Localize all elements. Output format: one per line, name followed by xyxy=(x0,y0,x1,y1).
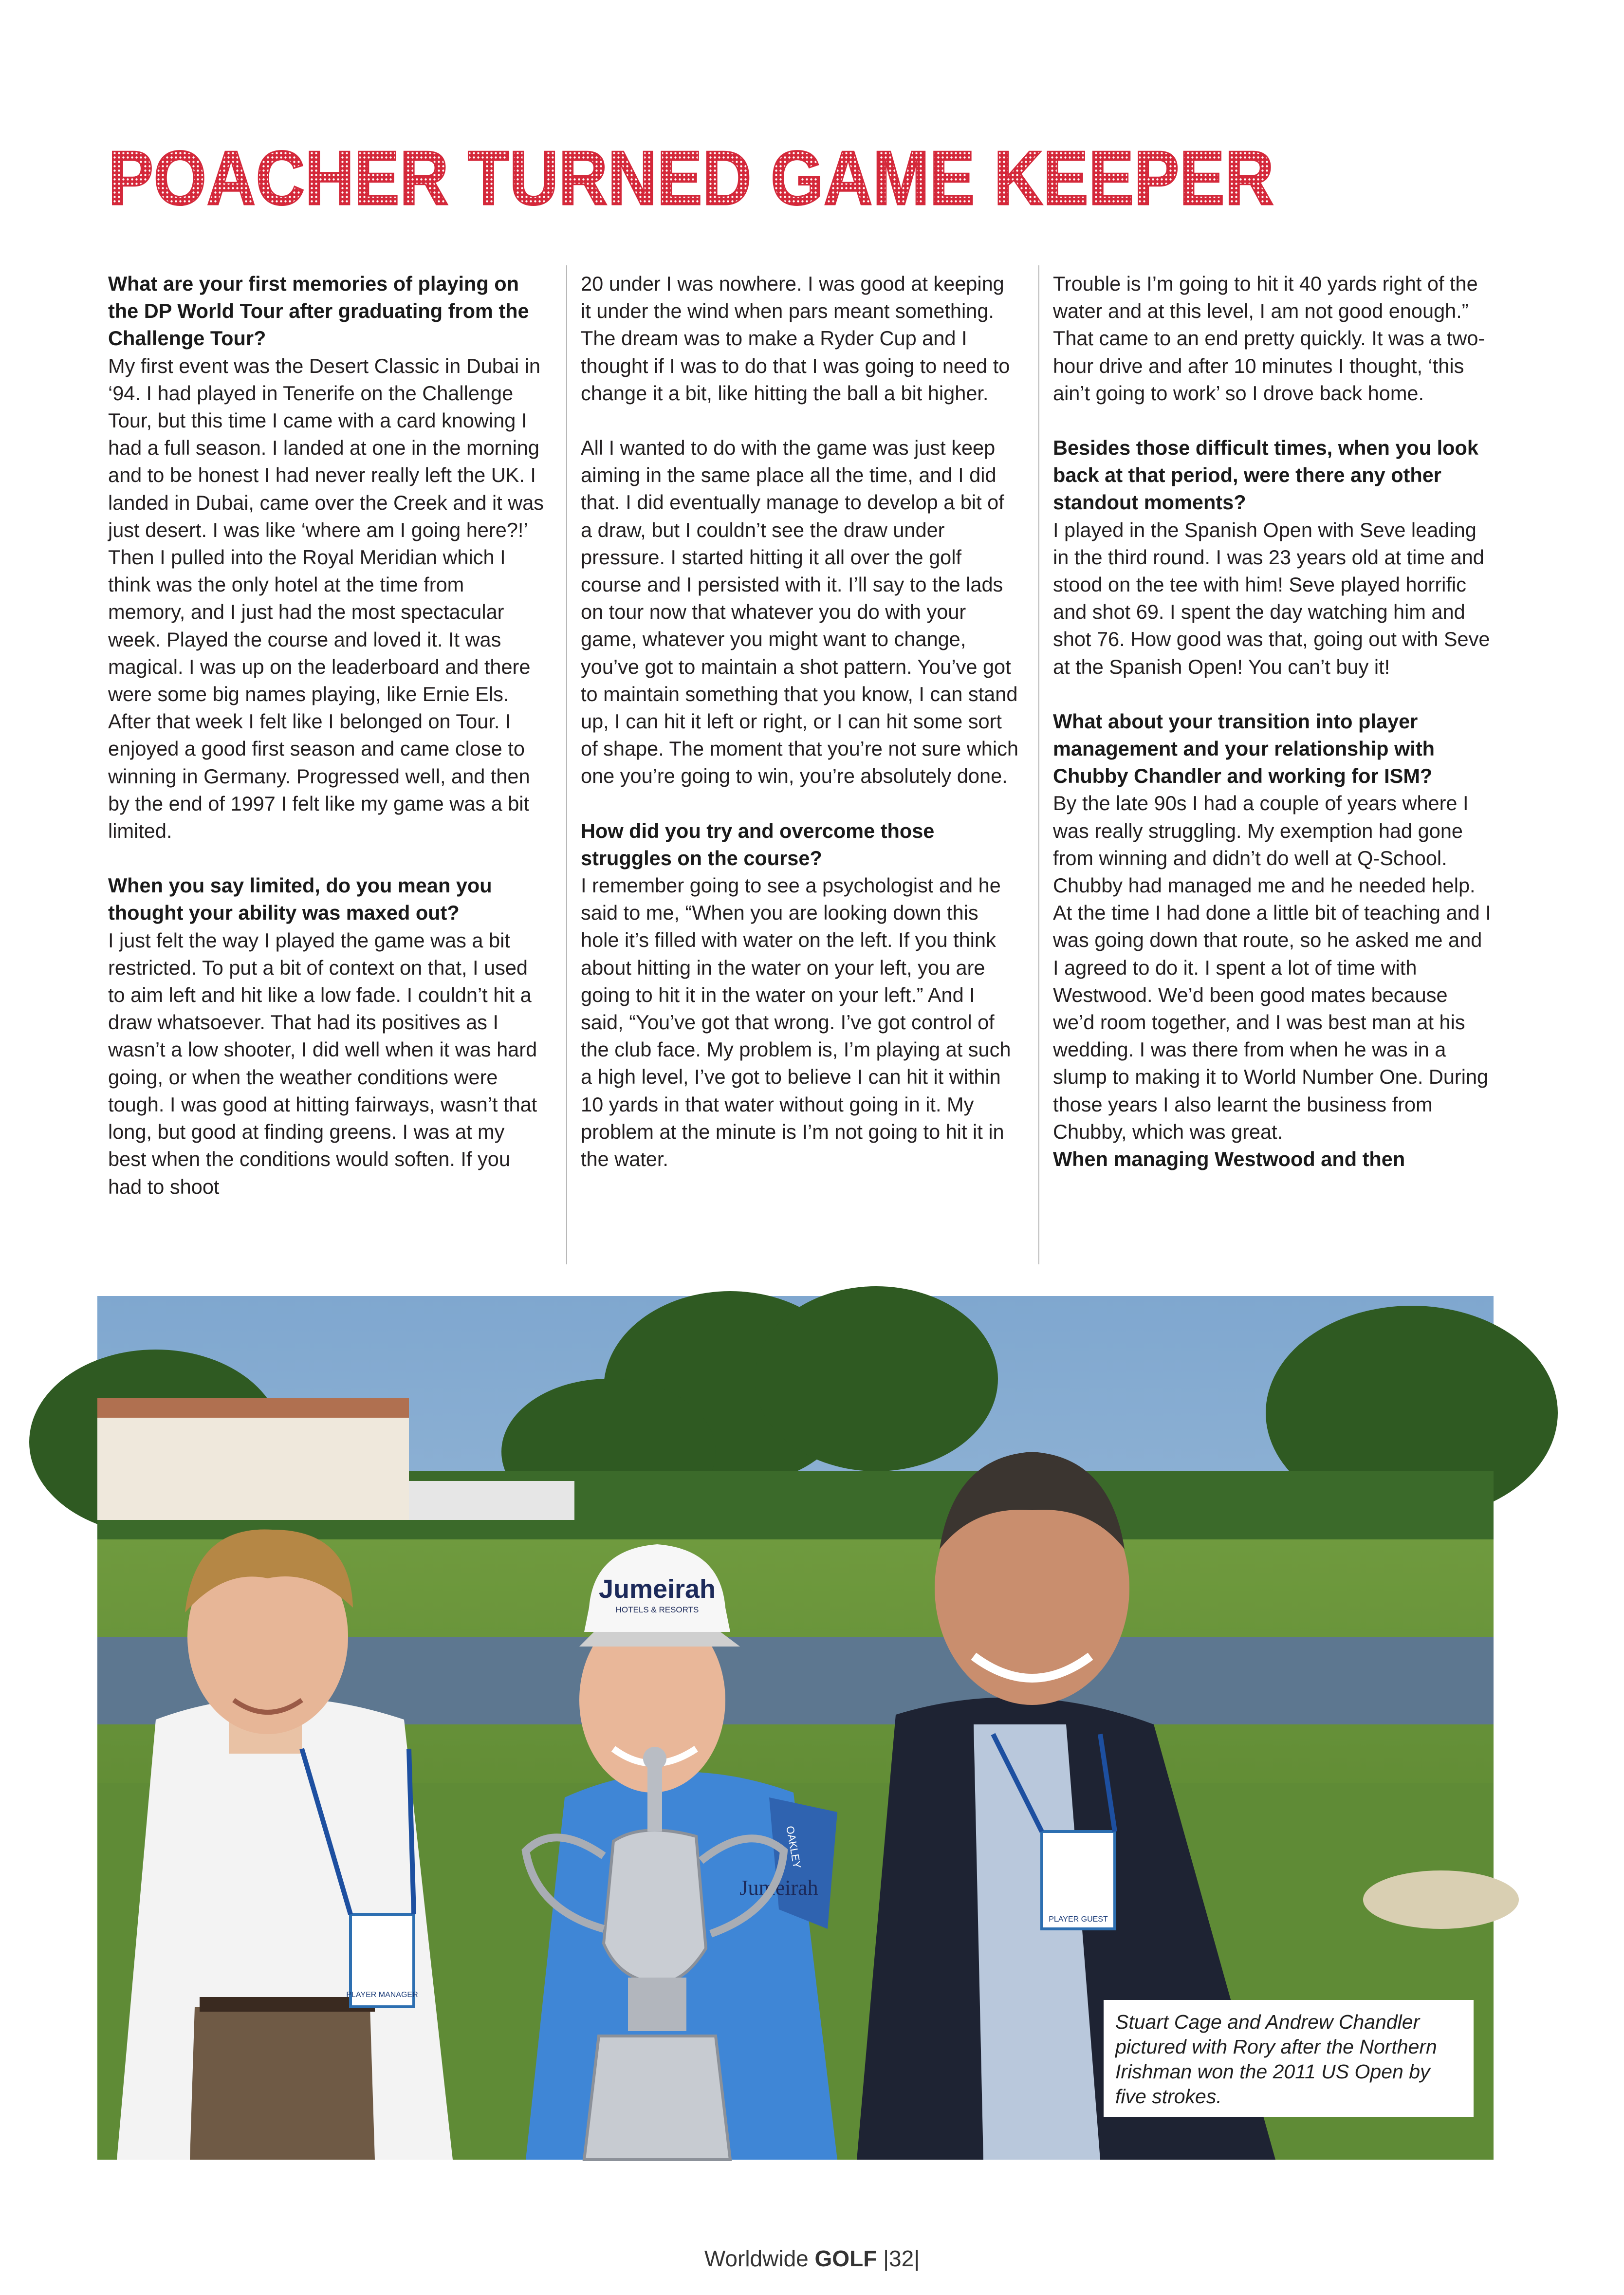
interview-question: When managing Westwood and then xyxy=(1053,1148,1405,1171)
cap-sub: HOTELS & RESORTS xyxy=(615,1605,699,1614)
interview-answer: Trouble is I’m going to hit it 40 yards right of the water and at this level, I am not good enough.” That came to an end pretty quickly. It was a two-hour drive and after 10 minutes I thought, ‘this ain’t going to work’ so I drove back home. xyxy=(1053,272,1485,405)
shirt-logo: Jumeirah xyxy=(739,1876,818,1900)
interview-answer: My first event was the Desert Classic in Dubai in ‘94. I had played in Tenerife on the Challenge Tour, but this time I came with a card knowing I had a full season. I landed at one in the morning and to be honest I had never really left the UK. I landed in Dubai, came over the Creek and it was just desert. I was like ‘where am I going here?!’ Then I pulled into the Royal Meridian which I think was the only hotel at the time from memory, and I just had the most spectacular week. Played the course and loved it. It was magical. I was up on the leaderboard and there were some big names playing, like Ernie Els. After that week I felt like I belonged on Tour. I enjoyed a good first season and came close to winning in Germany. Progressed well, and then by the end of 1997 I felt like my game was a bit limited. xyxy=(108,354,544,843)
column-divider xyxy=(566,265,567,1264)
page-number: 32 xyxy=(889,2246,914,2271)
photo-caption: Stuart Cage and Andrew Chandler pictured with Rory after the Northern Irishman won the 2011 US Open by five strokes. xyxy=(1104,2000,1474,2117)
footer-separator: | xyxy=(883,2246,889,2271)
sleeve-logo: OAKLEY xyxy=(784,1825,803,1869)
headline-text: POACHER TURNED GAME KEEPER xyxy=(108,135,1274,221)
interview-answer: I just felt the way I played the game was a bit restricted. To put a bit of context on that, I used to aim left and hit like a low fade. I couldn’t hit a draw whatsoever. That had its positives as I wasn’t a low shooter, I did well when it was hard going, or when the weather conditions were tough. I was good at hitting fairways, wasn’t that long, but good at finding greens. I was at my best when the conditions would soften. If you had to shoot xyxy=(108,928,537,1198)
article-column-2 xyxy=(581,270,1019,1269)
article-column-1 xyxy=(108,270,546,1269)
column-divider xyxy=(1038,265,1039,1264)
article-column-3 xyxy=(1053,270,1491,1269)
interview-answer: All I wanted to do with the game was just keep aiming in the same place all the time, and I did that. I did eventually manage to develop a bit of a draw, but I couldn’t see the draw under pressure. I started hitting it all over the golf course and I persisted with it. I’ll say to the lads on tour now that whatever you do with your game, whatever you might want to change, you’ve got to maintain a shot pattern. You’ve got to maintain something that you know, I can stand up, I can hit it left or right, or I can hit some sort of shape. The moment that you’re not sure which one you’re going to win, you’re absolutely done. xyxy=(581,436,1018,788)
page-footer xyxy=(0,2245,1624,2272)
footer-brand-light: Worldwide xyxy=(704,2246,809,2271)
badge-left-label: PLAYER MANAGER xyxy=(346,1991,418,1999)
interview-answer: 20 under I was nowhere. I was good at keeping it under the wind when pars meant something. The dream was to make a Ryder Cup and I thought if I was to do that I was going to need to change it a bit, like hitting the ball a bit higher. xyxy=(581,272,1010,405)
interview-question: When you say limited, do you mean you thought your ability was maxed out? xyxy=(108,874,492,925)
footer-separator: | xyxy=(914,2246,920,2271)
interview-question: What about your transition into player management and your relationship with Chubby Chandler and working for ISM? xyxy=(1053,709,1435,788)
interview-answer: I played in the Spanish Open with Seve leading in the third round. I was 23 years old at time and stood on the tee with him! Seve played horrific and shot 69. I spent the day watching him and shot 76. How good was that, going out with Seve at the Spanish Open! You can’t buy it! xyxy=(1053,518,1490,678)
footer-brand-bold: GOLF xyxy=(814,2246,877,2271)
interview-question: Besides those difficult times, when you look back at that period, were there any other standout moments? xyxy=(1053,436,1478,514)
cap-logo: Jumeirah xyxy=(598,1574,716,1604)
headline xyxy=(108,135,1276,221)
interview-question: How did you try and overcome those struggles on the course? xyxy=(581,819,935,870)
interview-answer: By the late 90s I had a couple of years where I was really struggling. My exemption had gone from winning and didn’t do well at Q-School. Chubby had managed me and he needed help. At the time I had done a little bit of teaching and I was going down that route, so he asked me and I agreed to do it. I spent a lot of time with Westwood. We’d been good mates because we’d room together, and I was best man at his wedding. I was there from when he was in a slump to making it to World Number One. During those years I also learnt the business from Chubby, which was great. xyxy=(1053,792,1491,1143)
interview-question: What are your first memories of playing on the DP World Tour after graduating from the Challenge Tour? xyxy=(108,272,529,350)
badge-right-label: PLAYER GUEST xyxy=(1049,1915,1108,1924)
interview-answer: I remember going to see a psychologist and he said to me, “When you are looking down this hole it’s filled with water on the left. If you think about hitting in the water on your left, you are going to hit it in the water on your left.” And I said, “You’ve got that wrong. I’ve got control of the club face. My problem is, I’m playing at such a high level, I’ve got to believe I can hit it within 10 yards in that water without going in it. My problem at the minute is I’m not going to hit it in the water. xyxy=(581,874,1011,1171)
